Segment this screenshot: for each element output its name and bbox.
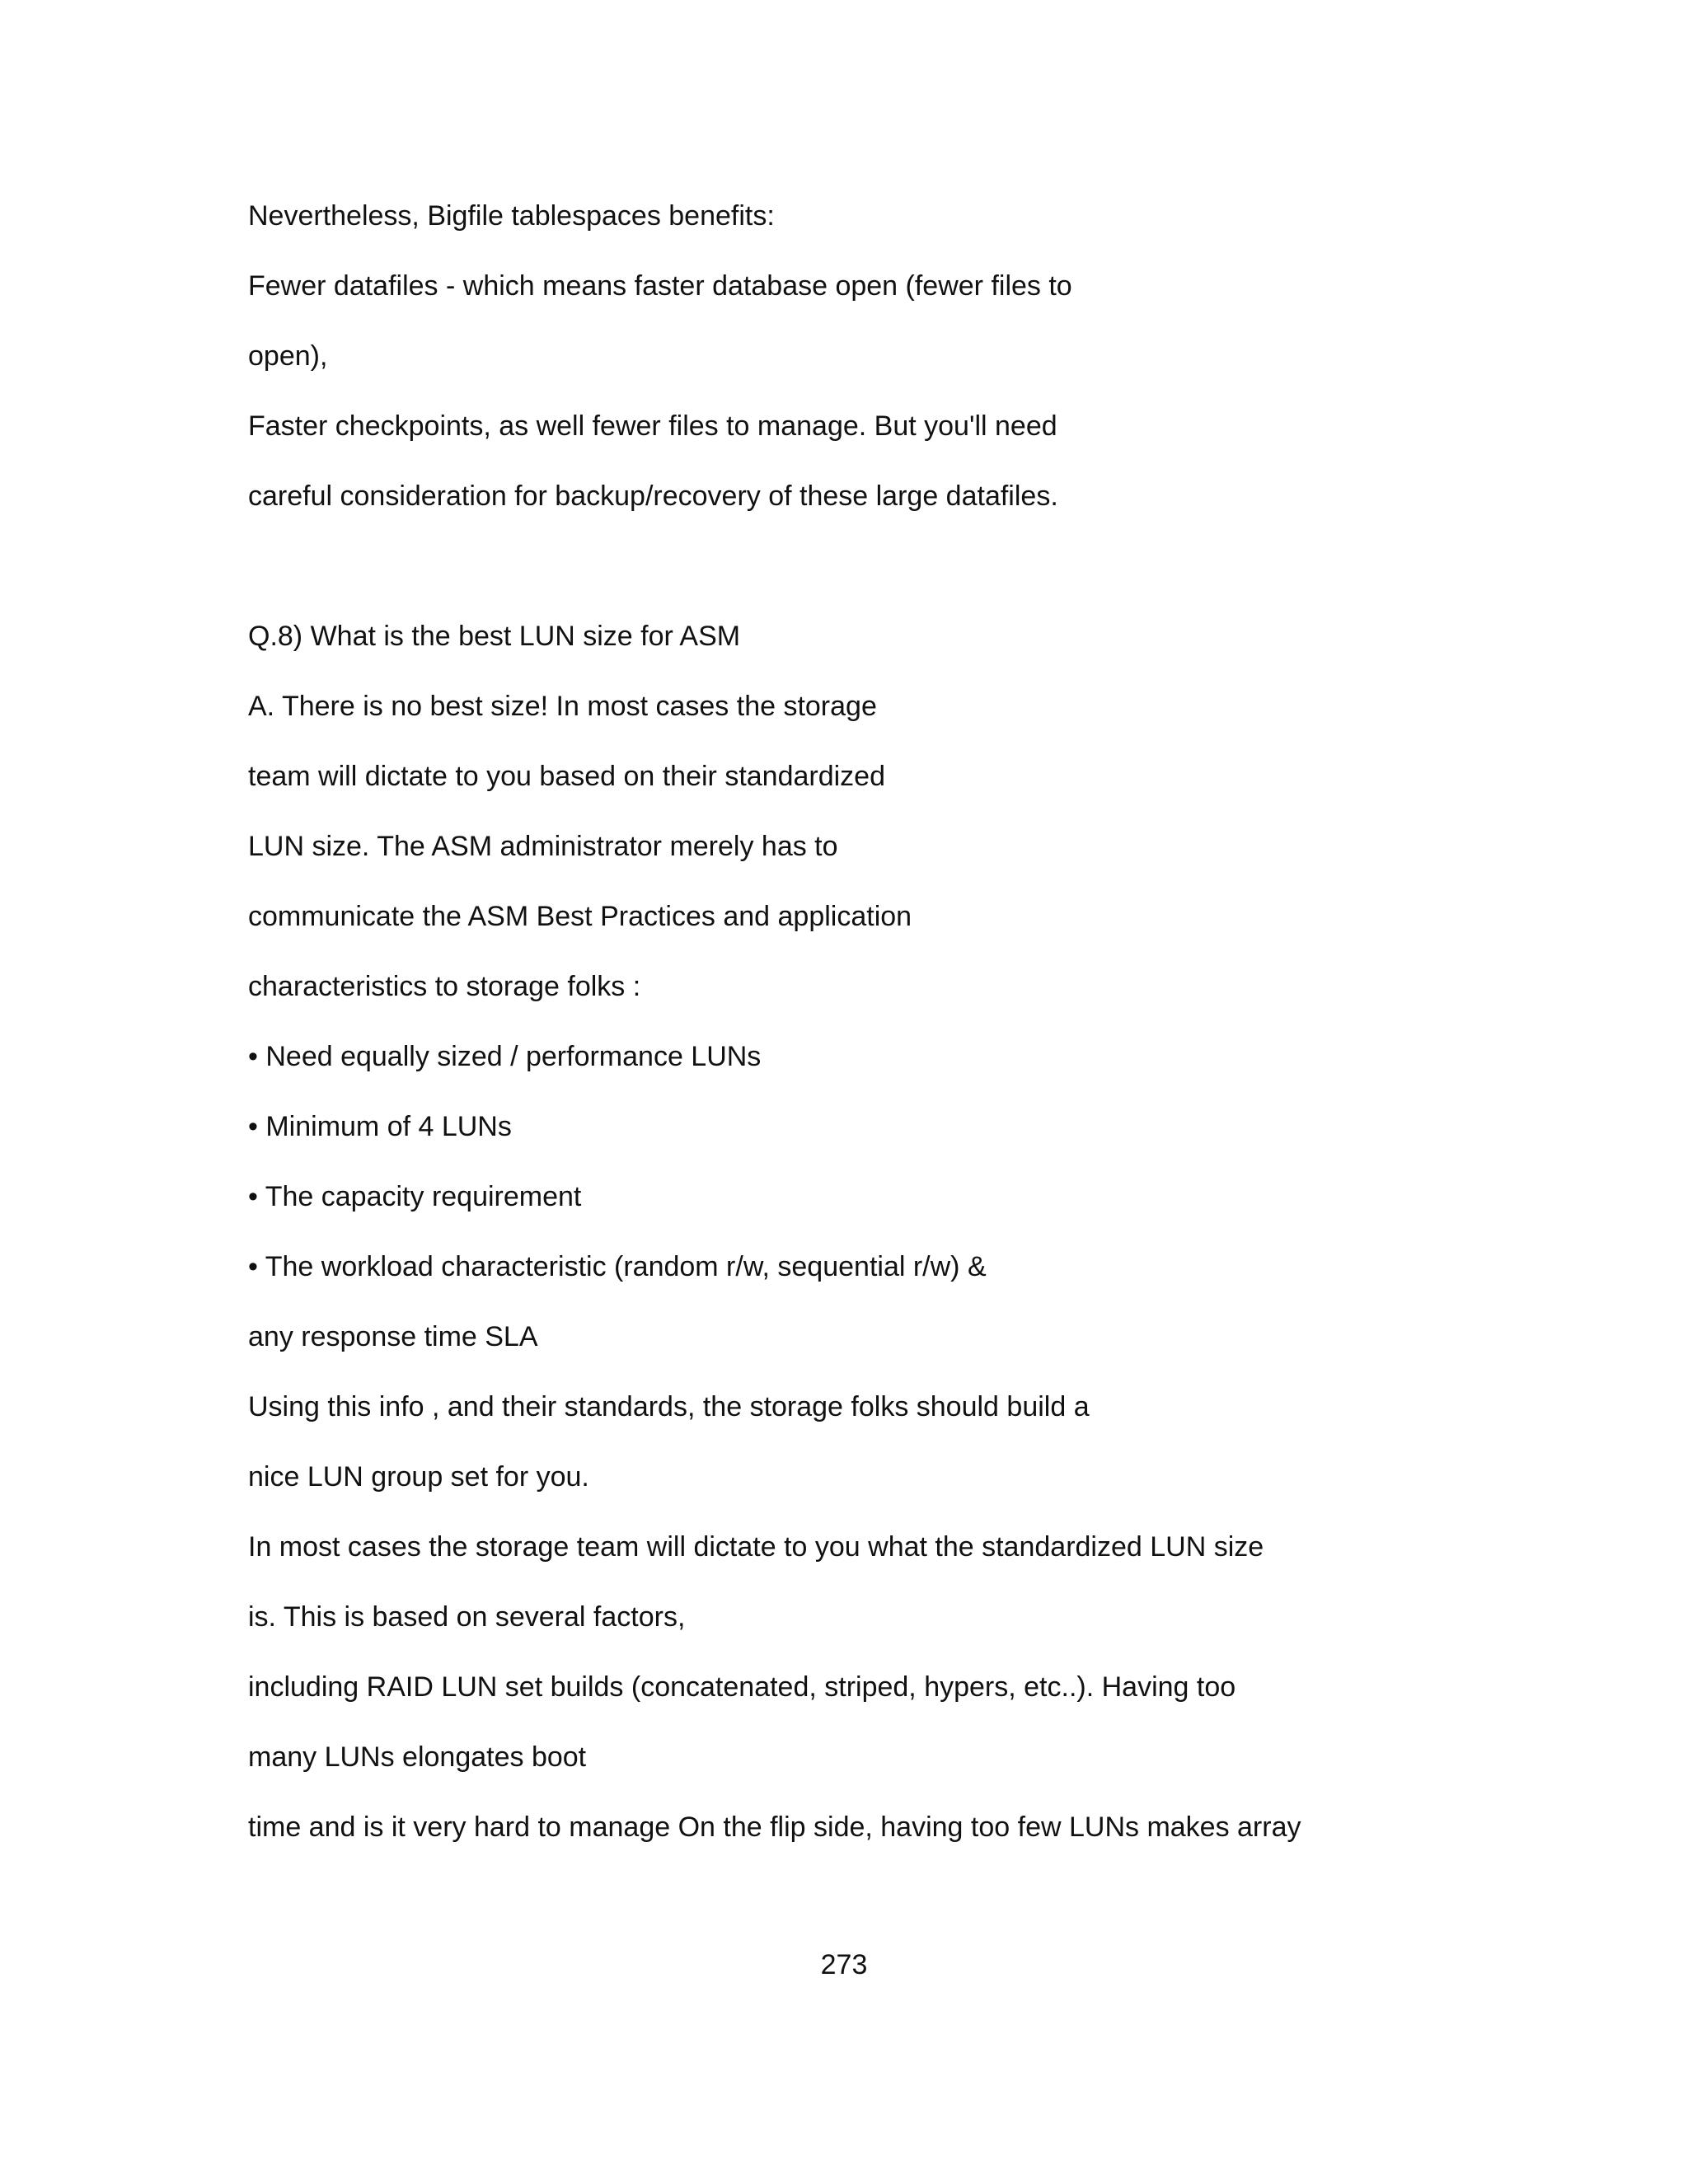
text-line: LUN size. The ASM administrator merely has to: [248, 831, 838, 862]
text-line: characteristics to storage folks :: [248, 971, 641, 1002]
bullet-item: • Need equally sized / performance LUNs: [248, 1041, 762, 1072]
body-text: [248, 199, 1583, 1881]
text-line: team will dictate to you based on their standardized: [248, 761, 886, 792]
text-line: many LUNs elongates boot: [248, 1741, 587, 1773]
text-line: Nevertheless, Bigfile tablespaces benefits:: [248, 200, 775, 232]
text-line: is. This is based on several factors,: [248, 1601, 686, 1633]
text-line: In most cases the storage team will dictate to you what the standardized LUN size: [248, 1531, 1264, 1563]
bullet-item: • Minimum of 4 LUNs: [248, 1111, 512, 1142]
text-line: careful consideration for backup/recovery of these large datafiles.: [248, 480, 1058, 512]
text-line: time and is it very hard to manage On the flip side, having too few LUNs makes array: [248, 1811, 1301, 1843]
page-number: 273: [820, 1949, 868, 1980]
text-line: Faster checkpoints, as well fewer files to manage. But you'll need: [248, 410, 1057, 442]
bullet-item: • The capacity requirement: [248, 1181, 582, 1212]
bullet-item: • The workload characteristic (random r/w, sequential r/w) &: [248, 1251, 987, 1282]
text-line: open),: [248, 340, 328, 372]
paragraph-gap: [248, 550, 1583, 620]
text-line: A. There is no best size! In most cases the storage: [248, 691, 877, 722]
text-line: Fewer datafiles - which means faster database open (fewer files to: [248, 270, 1072, 302]
text-line: any response time SLA: [248, 1321, 538, 1352]
text-line: communicate the ASM Best Practices and application: [248, 901, 912, 932]
text-line: nice LUN group set for you.: [248, 1461, 589, 1493]
question-heading: Q.8) What is the best LUN size for ASM: [248, 621, 741, 652]
text-line: Using this info , and their standards, the storage folks should build a: [248, 1391, 1090, 1422]
text-line: including RAID LUN set builds (concatenated, striped, hypers, etc..). Having too: [248, 1671, 1236, 1703]
